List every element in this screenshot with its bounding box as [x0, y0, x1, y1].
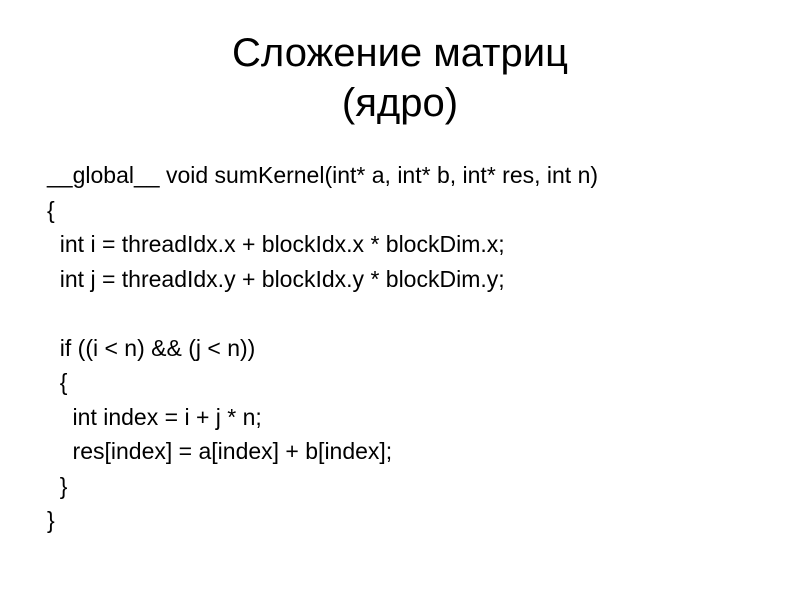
code-line-4: int j = threadIdx.y + blockIdx.y * blockDim.y;	[47, 265, 505, 292]
code-line-1: __global__ void sumKernel(int* a, int* b, int* res, int n)	[47, 162, 599, 188]
code-line-3: int i = threadIdx.x + blockIdx.x * blockDim.x;	[47, 231, 505, 257]
title-line-1: Сложение матриц	[232, 31, 568, 75]
code-line-10: }	[47, 472, 68, 499]
code-line-8: int index = i + j * n;	[47, 403, 262, 430]
code-line-7: {	[47, 369, 68, 395]
code-line-6: if ((i < n) && (j < n))	[47, 334, 256, 361]
slide-title	[0, 28, 800, 128]
title-line-2: (ядро)	[341, 81, 459, 125]
code-block	[47, 158, 787, 538]
code-line-5	[47, 296, 787, 331]
code-line-11: }	[47, 507, 55, 533]
code-line-9: res[index] = a[index] + b[index];	[47, 438, 393, 464]
code-line-2: {	[47, 196, 55, 223]
